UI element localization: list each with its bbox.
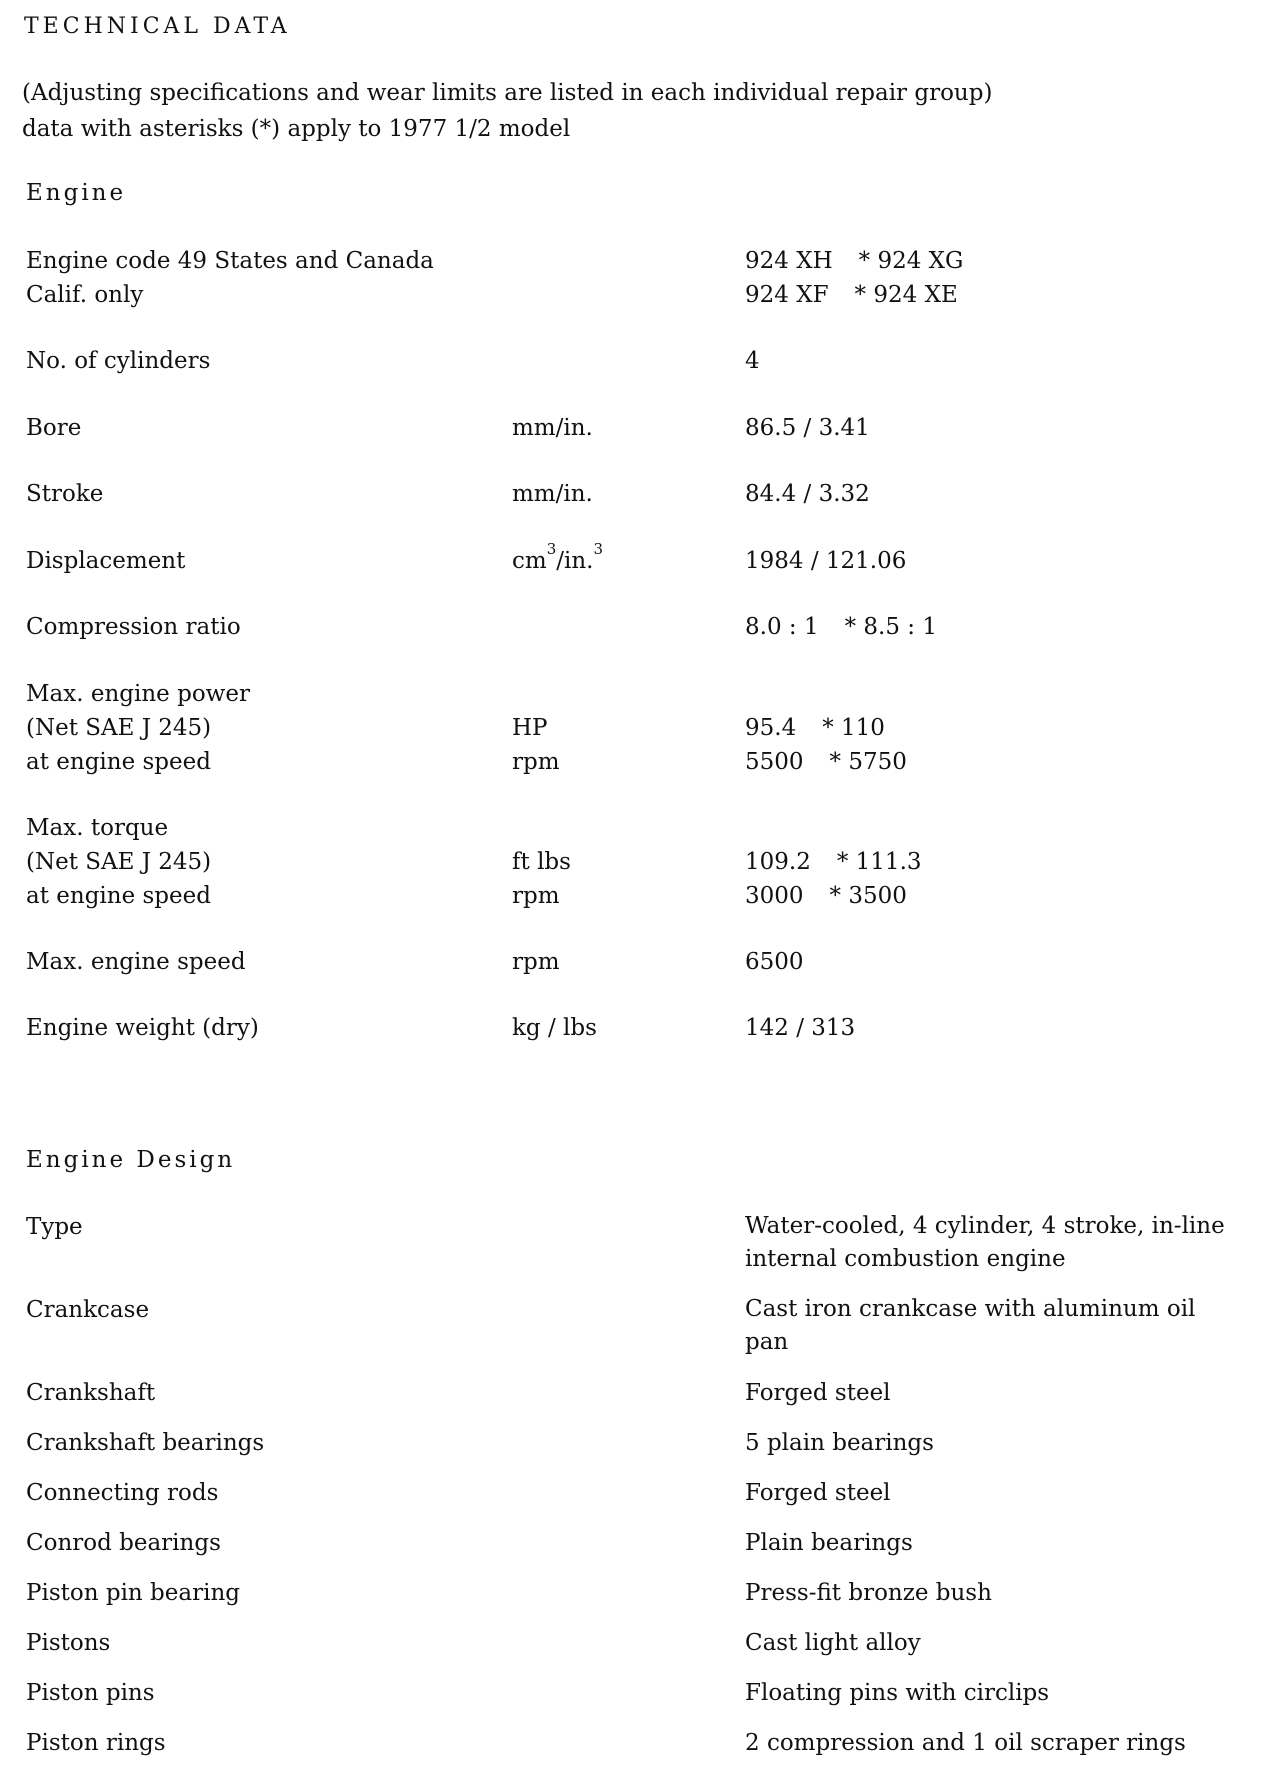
engine-code-value	[745, 244, 963, 278]
power-unit-hp: HP	[512, 715, 548, 741]
power-unit-rpm: rpm	[512, 749, 560, 775]
calif-value	[745, 278, 958, 312]
engine-code-value-1b: * 924 XG	[858, 248, 964, 274]
compression-value	[745, 610, 937, 644]
page-title: TECHNICAL DATA	[24, 14, 291, 39]
displacement-unit-b: /in.	[556, 548, 594, 574]
intro-line-1: (Adjusting specifications and wear limits are listed in each individual repair group)	[22, 80, 993, 106]
power-value-hp-1: 95.4	[745, 715, 797, 741]
torque-value-ftlbs-1: 109.2	[745, 849, 811, 875]
design-value-piston-pin-bearing: Press-fit bronze bush	[745, 1580, 992, 1606]
design-value-conrod-bearings: Plain bearings	[745, 1530, 913, 1556]
power-value-hp	[745, 711, 885, 745]
power-value-rpm-1: 5500	[745, 749, 804, 775]
cylinders-value: 4	[745, 348, 760, 374]
design-label-crankshaft-bearings: Crankshaft bearings	[26, 1430, 265, 1456]
torque-unit-rpm: rpm	[512, 883, 560, 909]
design-value-connecting-rods: Forged steel	[745, 1480, 891, 1506]
bore-value: 86.5 / 3.41	[745, 415, 870, 441]
intro-line-2: data with asterisks (*) apply to 1977 1/2 model	[22, 116, 571, 142]
design-label-crankcase: Crankcase	[26, 1297, 150, 1323]
torque-label-3: at engine speed	[26, 883, 211, 909]
design-label-piston-rings: Piston rings	[26, 1730, 166, 1756]
bore-unit: mm/in.	[512, 415, 593, 441]
power-value-hp-1b: * 110	[822, 715, 885, 741]
engine-heading: Engine	[26, 180, 127, 206]
design-label-piston-pin-bearing: Piston pin bearing	[26, 1580, 240, 1606]
calif-value-1b: * 924 XE	[854, 282, 958, 308]
torque-value-ftlbs	[745, 845, 922, 879]
stroke-value: 84.4 / 3.32	[745, 481, 870, 507]
maxspeed-unit: rpm	[512, 949, 560, 975]
bore-label: Bore	[26, 415, 82, 441]
design-value-crankshaft: Forged steel	[745, 1380, 891, 1406]
torque-value-rpm	[745, 879, 907, 913]
displacement-unit	[512, 540, 604, 578]
displacement-label: Displacement	[26, 548, 186, 574]
displacement-exp-1: 3	[546, 540, 557, 558]
torque-unit-ftlbs: ft lbs	[512, 849, 571, 875]
design-label-connecting-rods: Connecting rods	[26, 1480, 219, 1506]
calif-label: Calif. only	[26, 282, 144, 308]
stroke-label: Stroke	[26, 481, 104, 507]
power-value-rpm	[745, 745, 907, 779]
compression-value-1b: * 8.5 : 1	[844, 614, 937, 640]
torque-value-rpm-1: 3000	[745, 883, 804, 909]
compression-value-1: 8.0 : 1	[745, 614, 819, 640]
maxspeed-label: Max. engine speed	[26, 949, 246, 975]
design-label-type: Type	[26, 1214, 83, 1240]
engine-code-value-1: 924 XH	[745, 248, 833, 274]
design-label-pistons: Pistons	[26, 1630, 111, 1656]
calif-value-1: 924 XF	[745, 282, 829, 308]
design-value-piston-rings: 2 compression and 1 oil scraper rings	[745, 1730, 1186, 1756]
torque-label-2: (Net SAE J 245)	[26, 849, 212, 875]
weight-value: 142 / 313	[745, 1015, 856, 1041]
displacement-exp-2: 3	[593, 540, 604, 558]
cylinders-label: No. of cylinders	[26, 348, 211, 374]
design-value-crankshaft-bearings: 5 plain bearings	[745, 1430, 934, 1456]
weight-unit: kg / lbs	[512, 1015, 597, 1041]
compression-label: Compression ratio	[26, 614, 241, 640]
design-heading: Engine Design	[26, 1147, 236, 1173]
design-value-piston-pins: Floating pins with circlips	[745, 1680, 1050, 1706]
weight-label: Engine weight (dry)	[26, 1015, 259, 1041]
displacement-unit-a: cm	[512, 548, 547, 574]
torque-label-1: Max. torque	[26, 815, 169, 841]
design-value-type: Water-cooled, 4 cylinder, 4 stroke, in-line internal combustion engine	[745, 1213, 1225, 1272]
power-value-rpm-1b: * 5750	[829, 749, 907, 775]
power-label-3: at engine speed	[26, 749, 211, 775]
maxspeed-value: 6500	[745, 949, 804, 975]
design-label-crankshaft: Crankshaft	[26, 1380, 156, 1406]
stroke-unit: mm/in.	[512, 481, 593, 507]
design-label-conrod-bearings: Conrod bearings	[26, 1530, 221, 1556]
displacement-value: 1984 / 121.06	[745, 548, 907, 574]
torque-value-ftlbs-1b: * 111.3	[836, 849, 922, 875]
power-label-1: Max. engine power	[26, 681, 250, 707]
design-value-pistons: Cast light alloy	[745, 1630, 921, 1656]
design-label-piston-pins: Piston pins	[26, 1680, 155, 1706]
design-value-crankcase: Cast iron crankcase with aluminum oil pan	[745, 1296, 1196, 1355]
engine-code-label: Engine code 49 States and Canada	[26, 248, 434, 274]
torque-value-rpm-1b: * 3500	[829, 883, 907, 909]
power-label-2: (Net SAE J 245)	[26, 715, 212, 741]
